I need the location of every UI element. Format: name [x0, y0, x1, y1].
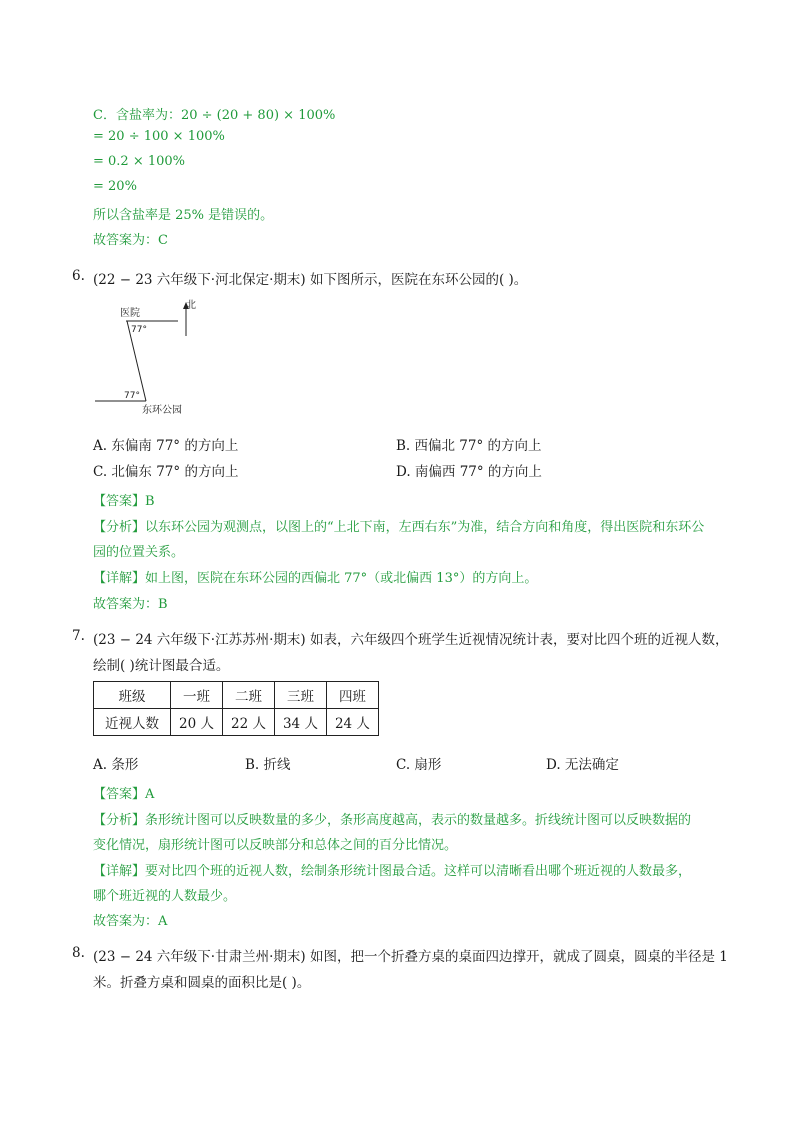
question-8-number: 8. [72, 945, 85, 961]
table-cell: 四班 [326, 682, 378, 709]
q6-option-c: C. 北偏东 77° 的方向上 [93, 464, 239, 480]
q6-detail: 【详解】如上图，医院在东环公园的西偏北 77°（或北偏西 13°）的方向上。 [93, 571, 538, 586]
direction-diagram [90, 296, 210, 421]
table-cell: 三班 [274, 682, 326, 709]
table-cell: 34 人 [274, 709, 326, 736]
q7-detail-line-1: 【详解】要对比四个班的近视人数，绘制条形统计图最合适。这样可以清晰看出哪个班近视的人数最多， [93, 864, 692, 879]
question-6-number: 6. [72, 268, 85, 284]
question-7-text-line-2: 绘制( )统计图最合适。 [93, 658, 230, 674]
q7-option-a: A. 条形 [93, 757, 139, 773]
table-row [94, 709, 379, 736]
q6-analysis-line-1: 【分析】以东环公园为观测点，以图上的“上北下南，左西右东”为准，结合方向和角度，得出医院和东环公 [93, 520, 705, 535]
question-7-text-line-1: (23 − 24 六年级下·江苏苏州·期末) 如表，六年级四个班学生近视情况统计表，要对比四个班的近视人数， [93, 632, 729, 648]
table-cell: 二班 [222, 682, 274, 709]
q7-final: 故答案为：A [93, 914, 168, 929]
table-cell: 近视人数 [94, 709, 171, 736]
question-7-number: 7. [72, 628, 85, 644]
solution-line-3: = 0.2 × 100% [93, 154, 186, 169]
solution-line-1: C．含盐率为：20 ÷ (20 + 80) × 100% [93, 108, 336, 123]
question-8-text-line-1: (23 − 24 六年级下·甘肃兰州·期末) 如图，把一个折叠方桌的桌面四边撑开，就成了圆桌，圆桌的半径是 1 [93, 949, 728, 965]
north-label: 北 [186, 300, 196, 311]
table-cell: 20 人 [171, 709, 223, 736]
q7-analysis-line-1: 【分析】条形统计图可以反映数量的多少，条形高度越高，表示的数量越多。折线统计图可以反映数据的 [93, 813, 692, 828]
q6-final: 故答案为：B [93, 597, 168, 612]
myopia-table [93, 681, 379, 736]
angle-bottom-label: 77° [124, 391, 140, 401]
table-cell: 班级 [94, 682, 171, 709]
solution-line-2: = 20 ÷ 100 × 100% [93, 129, 225, 144]
solution-line-4: = 20% [93, 179, 137, 194]
q7-option-b: B. 折线 [245, 757, 291, 773]
table-cell: 一班 [171, 682, 223, 709]
table-cell: 22 人 [222, 709, 274, 736]
hospital-label: 医院 [120, 308, 140, 319]
q6-option-b: B. 西偏北 77° 的方向上 [396, 438, 542, 454]
table-header-row [94, 682, 379, 709]
q7-analysis-line-2: 变化情况，扇形统计图可以反映部分和总体之间的百分比情况。 [93, 838, 458, 853]
angle-top-label: 77° [131, 325, 147, 335]
q6-analysis-line-2: 园的位置关系。 [93, 545, 185, 560]
q6-option-d: D. 南偏西 77° 的方向上 [396, 464, 542, 480]
solution-line-5: 所以含盐率是 25% 是错误的。 [93, 208, 274, 223]
q7-answer: 【答案】A [93, 787, 155, 802]
q7-detail-line-2: 哪个班近视的人数最少。 [93, 889, 237, 904]
solution-final: 故答案为：C [93, 233, 168, 248]
q6-option-a: A. 东偏南 77° 的方向上 [93, 438, 239, 454]
question-6-text: (22 − 23 六年级下·河北保定·期末) 如下图所示，医院在东环公园的( )。 [93, 272, 528, 288]
q7-option-c: C. 扇形 [396, 757, 442, 773]
q6-answer: 【答案】B [93, 494, 155, 509]
q7-option-d: D. 无法确定 [546, 757, 619, 773]
question-8-text-line-2: 米。折叠方桌和圆桌的面积比是( )。 [93, 975, 311, 991]
park-label: 东环公园 [142, 405, 182, 416]
table-cell: 24 人 [326, 709, 378, 736]
